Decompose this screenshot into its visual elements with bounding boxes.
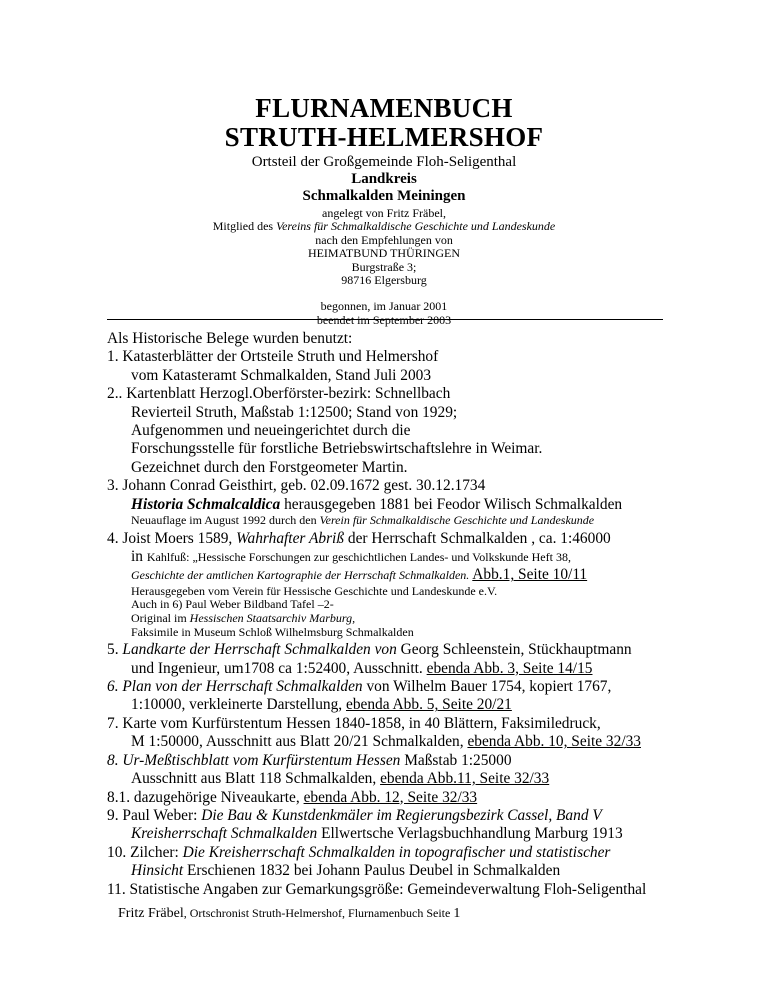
source-7-ref: ebenda Abb. 10, Seite 32/33 — [467, 733, 641, 751]
footer-author: Fritz Fräbel — [118, 906, 184, 921]
source-8-1-detail: 8.1. dazugehörige Niveaukarte, — [107, 788, 304, 806]
footer-text: , Ortschronist Struth-Helmershof, Flurnamenbuch Seite — [183, 906, 454, 920]
finished-date: beendet im September 2003 — [316, 312, 452, 327]
source-4-line-e: Auch in 6) Paul Weber Bildband Tafel –2- — [131, 597, 334, 612]
source-9-title: Die Bau & Kunstdenkmäler im Regierungsbezirk Cassel, Band V — [201, 806, 602, 824]
source-9-line-a — [107, 807, 687, 825]
source-11-line: 11. Statistische Angaben zur Gemarkungsgröße: Gemeindeverwaltung Floh-Seligenthal — [107, 880, 647, 898]
page-footer — [118, 906, 460, 922]
source-9-author: 9. Paul Weber: — [107, 806, 202, 824]
source-5-line-b — [107, 660, 687, 678]
source-2-line-b: Revierteil Struth, Maßstab 1:12500; Stand von 1929; — [131, 403, 458, 421]
source-8-line-b — [107, 770, 687, 788]
source-1-line-a: 1. Katasterblätter der Ortsteile Struth und Helmershof — [107, 348, 439, 366]
title-line1: FLURNAMENBUCH — [255, 93, 513, 123]
source-4-ref: Abb.1, Seite 10/11 — [472, 566, 588, 584]
source-3-assoc: Verein für Schmalkaldische Geschichte und Landeskunde — [319, 513, 595, 528]
source-10-title: Die Kreisherrschaft Schmalkalden in topografischer und statistischer — [182, 843, 611, 861]
source-2-line-a: 2.. Kartenblatt Herzogl.Oberförster-bezirk: Schnellbach — [107, 385, 451, 403]
source-3-line-a: 3. Johann Conrad Geisthirt, geb. 02.09.1672 gest. 30.12.1734 — [107, 477, 486, 495]
source-8-1-line — [107, 789, 687, 807]
source-2-line-c: Aufgenommen und neueingerichtet durch die — [131, 422, 411, 440]
source-5-ref: ebenda Abb. 3, Seite 14/15 — [426, 659, 593, 677]
source-5-line-a — [107, 641, 687, 659]
member-assoc: Vereins für Schmalkaldische Geschichte und Landeskunde — [276, 219, 556, 234]
district-name: Schmalkalden Meiningen — [302, 188, 466, 204]
source-7-line-b — [107, 733, 687, 751]
source-10-author: 10. Zilcher: — [107, 843, 183, 861]
source-5-detail: und Ingenieur, um1708 ca 1:52400, Ausschnitt. — [131, 659, 427, 677]
source-9-publisher: Ellwertsche Verlagsbuchhandlung Marburg 1913 — [317, 825, 623, 843]
source-1-line-b: vom Katasteramt Schmalkalden, Stand Juli 2003 — [131, 366, 432, 384]
source-3-line-c — [107, 514, 687, 528]
source-4-line-d: Herausgegeben vom Verein für Hessische Geschichte und Landeskunde e.V. — [131, 583, 498, 598]
source-7-line-a: 7. Karte vom Kurfürstentum Hessen 1840-1858, in 40 Blättern, Faksimiledruck, — [107, 714, 601, 732]
source-6-author: von Wilhelm Bauer 1754, kopiert 1767, — [362, 678, 612, 696]
source-8-line-a — [107, 752, 687, 770]
title-line2: STRUTH-HELMERSHOF — [224, 122, 544, 152]
source-6-line-a — [107, 678, 687, 696]
source-7-detail: M 1:50000, Ausschnitt aus Blatt 20/21 Schmalkalden, — [131, 733, 468, 751]
source-8-scale: Maßstab 1:25000 — [400, 751, 512, 769]
source-4-line-g: Faksimile in Museum Schloß Wilhelmsburg Schmalkalden — [131, 624, 414, 639]
source-8-ref: ebenda Abb.11, Seite 32/33 — [380, 770, 550, 788]
source-9-subtitle: Kreisherrschaft Schmalkalden — [131, 825, 318, 843]
source-2-line-e: Gezeichnet durch den Forstgeometer Martin. — [131, 458, 408, 476]
source-4-archive: Hessischen Staatsarchiv Marburg, — [189, 611, 356, 626]
historia-title: Historia Schmalcaldica — [131, 495, 281, 513]
subtitle: Ortsteil der Großgemeinde Floh-Seligenthal — [251, 154, 517, 170]
source-5-author: Georg Schleenstein, Stückhauptmann — [396, 641, 632, 659]
org-city: 98716 Elgersburg — [341, 273, 427, 288]
source-8-detail: Ausschnitt aus Blatt 118 Schmalkalden, — [131, 770, 381, 788]
source-3-line-b — [107, 496, 687, 514]
source-10-line-b — [107, 862, 687, 880]
source-4-original: Original im — [131, 611, 190, 626]
source-5-title: Landkarte der Herrschaft Schmalkalden von — [122, 641, 397, 659]
source-4-in: in — [131, 548, 147, 566]
header-block — [0, 94, 768, 327]
intro-line: Als Historische Belege wurden benutzt: — [107, 330, 353, 347]
source-4-rest: der Herrschaft Schmalkalden , ca. 1:46000 — [344, 529, 611, 547]
header-divider — [107, 319, 663, 320]
source-6-title: 6. Plan von der Herrschaft Schmalkalden — [107, 678, 363, 696]
source-4-line-f — [107, 612, 687, 626]
org-name: HEIMATBUND THÜRINGEN — [307, 246, 461, 261]
source-4-book: Geschichte der amtlichen Kartographie der Herrschaft Schmalkalden. — [131, 568, 470, 583]
source-9-line-b — [107, 825, 687, 843]
source-6-line-b — [107, 696, 687, 714]
member-line — [0, 220, 768, 233]
source-4-series: Kahlfuß: „Hessische Forschungen zur geschichtlichen Landes- und Volkskunde Heft 38, — [146, 550, 571, 565]
source-6-detail: 1:10000, verkleinerte Darstellung, — [131, 696, 346, 714]
source-5-number: 5. — [107, 641, 123, 659]
source-4-line-b — [107, 548, 687, 566]
created-by: angelegt von Fritz Fräbel, — [322, 206, 446, 220]
source-8-1-ref: ebenda Abb. 12, Seite 32/33 — [303, 788, 478, 806]
footer-page-number: 1 — [453, 906, 461, 921]
sources-list — [107, 330, 687, 899]
source-10-title-end: Hinsicht — [131, 862, 184, 880]
source-4-author: 4. Joist Moers 1589, — [107, 529, 237, 547]
source-3-reprint: Neuauflage im August 1992 durch den — [131, 513, 320, 528]
member-prefix: Mitglied des — [212, 219, 277, 234]
recommend-line: nach den Empfehlungen von — [315, 232, 453, 247]
source-10-line-a — [107, 844, 687, 862]
source-4-line-c — [107, 566, 687, 584]
source-2-line-d: Forschungsstelle für forstliche Betriebswirtschaftslehre in Weimar. — [131, 440, 543, 458]
source-10-publisher: Erschienen 1832 bei Johann Paulus Deubel in Schmalkalden — [183, 862, 561, 880]
source-8-title: 8. Ur-Meßtischblatt vom Kurfürstentum Hessen — [107, 751, 401, 769]
source-4-title: Wahrhafter Abriß — [236, 529, 345, 547]
source-3-publisher: herausgegeben 1881 bei Feodor Wilisch Schmalkalden — [280, 495, 623, 513]
source-6-ref: ebenda Abb. 5, Seite 20/21 — [345, 696, 512, 714]
source-4-line-a — [107, 530, 687, 548]
started-date: begonnen, im Januar 2001 — [320, 299, 448, 314]
org-street: Burgstraße 3; — [351, 259, 417, 274]
district-label: Landkreis — [351, 171, 417, 187]
